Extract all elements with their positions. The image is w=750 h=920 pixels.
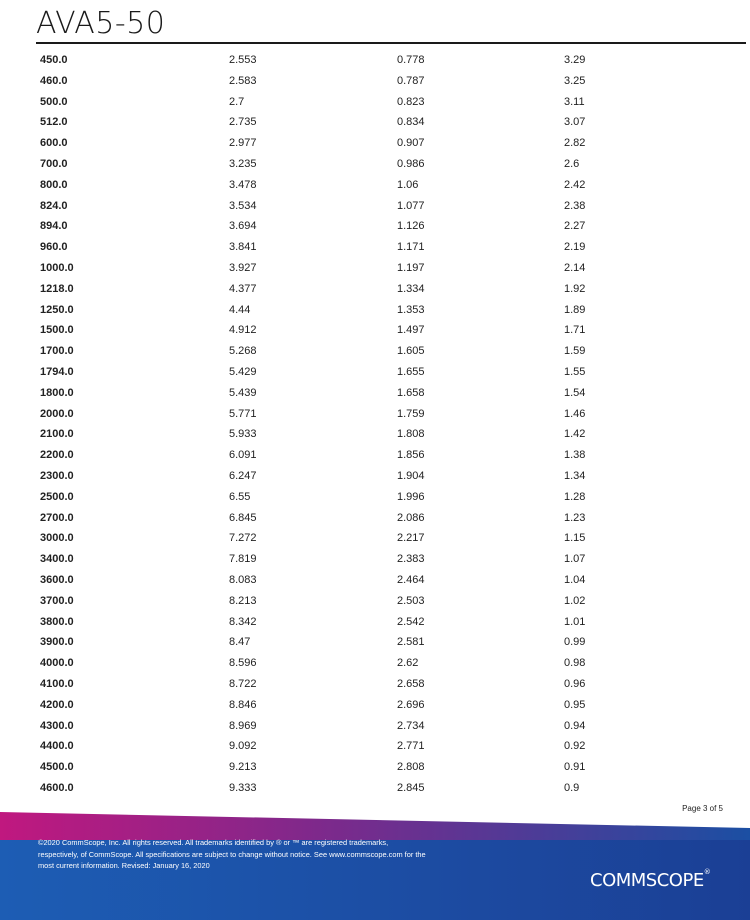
value-cell: 0.96 [564,677,586,690]
value-cell: 0.787 [397,74,425,87]
table-row [40,154,740,175]
footer-line: respectively, of CommScope. All specifications are subject to change without notice. See www.commscope.com for the [38,849,426,859]
value-cell: 2.217 [397,532,425,545]
value-cell: 2.553 [229,54,257,66]
value-cell: 3.478 [229,178,257,191]
table-row [40,424,740,445]
value-cell: 0.91 [564,761,586,774]
value-cell: 1.92 [564,282,586,295]
attenuation-table [40,50,740,799]
value-cell: 8.342 [229,615,257,628]
value-cell: 1.126 [397,220,425,233]
value-cell: 3.927 [229,261,257,274]
value-cell: 2.845 [397,781,425,794]
frequency-cell: 3800.0 [40,615,74,628]
table-row [40,716,740,737]
value-cell: 1.077 [397,199,425,212]
value-cell: 1.07 [564,553,586,566]
value-cell: 1.605 [397,345,425,358]
frequency-cell: 960.0 [40,241,68,254]
frequency-cell: 4100.0 [40,677,74,690]
table-row [40,674,740,695]
value-cell: 2.464 [397,573,425,586]
value-cell: 4.912 [229,324,257,337]
frequency-cell: 700.0 [40,157,68,170]
table-row [40,445,740,466]
value-cell: 1.497 [397,324,425,337]
value-cell: 2.086 [397,511,425,524]
value-cell: 1.34 [564,469,586,482]
value-cell: 9.333 [229,781,257,794]
value-cell: 2.658 [397,677,425,690]
frequency-cell: 3400.0 [40,553,74,566]
table-row [40,404,740,425]
table-row [40,736,740,757]
value-cell: 1.197 [397,261,425,274]
value-cell: 0.986 [397,157,425,170]
value-cell: 1.655 [397,365,425,378]
frequency-cell: 1700.0 [40,345,74,358]
page-number: Page 3 of 5 [682,804,723,813]
logo-text: COMMSCOPE [590,870,704,891]
value-cell: 1.46 [564,407,586,420]
value-cell: 9.213 [229,761,257,774]
table-row [40,508,740,529]
value-cell: 6.845 [229,511,257,524]
value-cell: 1.856 [397,449,425,462]
value-cell: 2.7 [229,95,245,108]
value-cell: 1.759 [397,407,425,420]
table-row [40,778,740,799]
value-cell: 0.94 [564,719,586,732]
value-cell: 8.722 [229,677,257,690]
frequency-cell: 4600.0 [40,781,74,794]
value-cell: 6.091 [229,449,257,462]
table-row [40,570,740,591]
value-cell: 7.819 [229,553,257,566]
value-cell: 7.272 [229,532,257,545]
table-row [40,695,740,716]
frequency-cell: 1000.0 [40,261,74,274]
table-row [40,632,740,653]
value-cell: 2.581 [397,636,425,649]
frequency-cell: 2700.0 [40,511,74,524]
frequency-cell: 2500.0 [40,490,74,503]
frequency-cell: 2100.0 [40,428,74,441]
value-cell: 2.42 [564,178,586,191]
frequency-cell: 894.0 [40,220,68,233]
frequency-cell: 1500.0 [40,324,74,337]
value-cell: 1.171 [397,241,425,254]
value-cell: 2.583 [229,74,257,87]
value-cell: 3.11 [564,95,585,108]
frequency-cell: 3600.0 [40,573,74,586]
value-cell: 3.235 [229,157,257,170]
table-row [40,92,740,113]
value-cell: 1.06 [397,178,419,191]
value-cell: 1.353 [397,303,425,316]
value-cell: 1.28 [564,490,586,503]
commscope-logo [590,870,710,891]
value-cell: 1.23 [564,511,586,524]
value-cell: 3.694 [229,220,257,233]
frequency-cell: 600.0 [40,137,68,150]
table-row [40,362,740,383]
value-cell: 0.907 [397,137,425,150]
value-cell: 0.95 [564,698,586,711]
value-cell: 1.02 [564,594,586,607]
value-cell: 0.92 [564,740,586,753]
frequency-cell: 824.0 [40,199,68,212]
value-cell: 4.377 [229,282,257,295]
table-row [40,383,740,404]
value-cell: 2.696 [397,698,425,711]
value-cell: 2.383 [397,553,425,566]
value-cell: 1.658 [397,386,425,399]
value-cell: 0.823 [397,95,425,108]
frequency-cell: 450.0 [40,54,68,66]
value-cell: 2.808 [397,761,425,774]
table-row [40,196,740,217]
value-cell: 2.6 [564,157,580,170]
frequency-cell: 1250.0 [40,303,74,316]
logo-registered-mark: ® [703,868,711,876]
frequency-cell: 4000.0 [40,657,74,670]
frequency-cell: 4200.0 [40,698,74,711]
frequency-cell: 3900.0 [40,636,74,649]
value-cell: 1.59 [564,345,586,358]
value-cell: 1.15 [564,532,586,545]
page-title: AVA5-50 [36,6,166,41]
value-cell: 8.083 [229,573,257,586]
table-row [40,549,740,570]
value-cell: 1.54 [564,386,586,399]
value-cell: 1.71 [564,324,586,337]
value-cell: 3.534 [229,199,257,212]
frequency-cell: 460.0 [40,74,68,87]
frequency-cell: 3700.0 [40,594,74,607]
value-cell: 0.99 [564,636,586,649]
value-cell: 5.268 [229,345,257,358]
table-row [40,757,740,778]
value-cell: 1.334 [397,282,425,295]
footer-legal-text [38,837,498,872]
table-row [40,487,740,508]
value-cell: 1.42 [564,428,586,441]
value-cell: 2.82 [564,137,586,150]
value-cell: 2.62 [397,657,419,670]
value-cell: 2.977 [229,137,257,150]
value-cell: 8.596 [229,657,257,670]
table-row [40,300,740,321]
value-cell: 6.55 [229,490,251,503]
value-cell: 1.01 [564,615,586,628]
value-cell: 0.834 [397,116,425,129]
value-cell: 2.19 [564,241,586,254]
table-row [40,112,740,133]
value-cell: 0.778 [397,54,425,66]
value-cell: 1.808 [397,428,425,441]
value-cell: 2.14 [564,261,586,274]
value-cell: 8.969 [229,719,257,732]
table-row [40,653,740,674]
value-cell: 2.38 [564,199,586,212]
value-cell: 6.247 [229,469,257,482]
value-cell: 5.933 [229,428,257,441]
table-row [40,466,740,487]
frequency-cell: 1800.0 [40,386,74,399]
frequency-cell: 500.0 [40,95,68,108]
footer-line: most current information. Revised: January 16, 2020 [38,861,210,870]
value-cell: 3.25 [564,74,586,87]
value-cell: 0.9 [564,781,580,794]
table-row [40,320,740,341]
value-cell: 3.29 [564,54,586,66]
frequency-cell: 2000.0 [40,407,74,420]
frequency-cell: 2200.0 [40,449,74,462]
value-cell: 2.503 [397,594,425,607]
value-cell: 5.429 [229,365,257,378]
frequency-cell: 4400.0 [40,740,74,753]
frequency-cell: 2300.0 [40,469,74,482]
value-cell: 8.213 [229,594,257,607]
value-cell: 8.47 [229,636,251,649]
table-row [40,175,740,196]
frequency-cell: 4500.0 [40,761,74,774]
value-cell: 2.27 [564,220,586,233]
value-cell: 3.841 [229,241,257,254]
value-cell: 5.771 [229,407,257,420]
table-row [40,237,740,258]
value-cell: 1.38 [564,449,586,462]
value-cell: 2.771 [397,740,425,753]
table-row [40,258,740,279]
footer-line: ©2020 CommScope, Inc. All rights reserved. All trademarks identified by ® or ™ are registered trademarks, [38,838,389,847]
header-rule [36,42,746,44]
frequency-cell: 1794.0 [40,365,74,378]
table-row [40,50,740,71]
value-cell: 0.98 [564,657,586,670]
table-row [40,279,740,300]
frequency-cell: 1218.0 [40,282,74,295]
frequency-cell: 3000.0 [40,532,74,545]
value-cell: 1.904 [397,469,425,482]
value-cell: 9.092 [229,740,257,753]
value-cell: 1.55 [564,365,586,378]
value-cell: 2.734 [397,719,425,732]
frequency-cell: 800.0 [40,178,68,191]
table-row [40,591,740,612]
value-cell: 1.996 [397,490,425,503]
table-row [40,216,740,237]
table-row [40,528,740,549]
value-cell: 3.07 [564,116,586,129]
value-cell: 4.44 [229,303,251,316]
table-row [40,612,740,633]
value-cell: 1.89 [564,303,586,316]
frequency-cell: 512.0 [40,116,68,129]
frequency-cell: 4300.0 [40,719,74,732]
value-cell: 8.846 [229,698,257,711]
table-row [40,341,740,362]
value-cell: 2.735 [229,116,257,129]
table-row [40,71,740,92]
table-row [40,133,740,154]
value-cell: 1.04 [564,573,586,586]
value-cell: 5.439 [229,386,257,399]
value-cell: 2.542 [397,615,425,628]
